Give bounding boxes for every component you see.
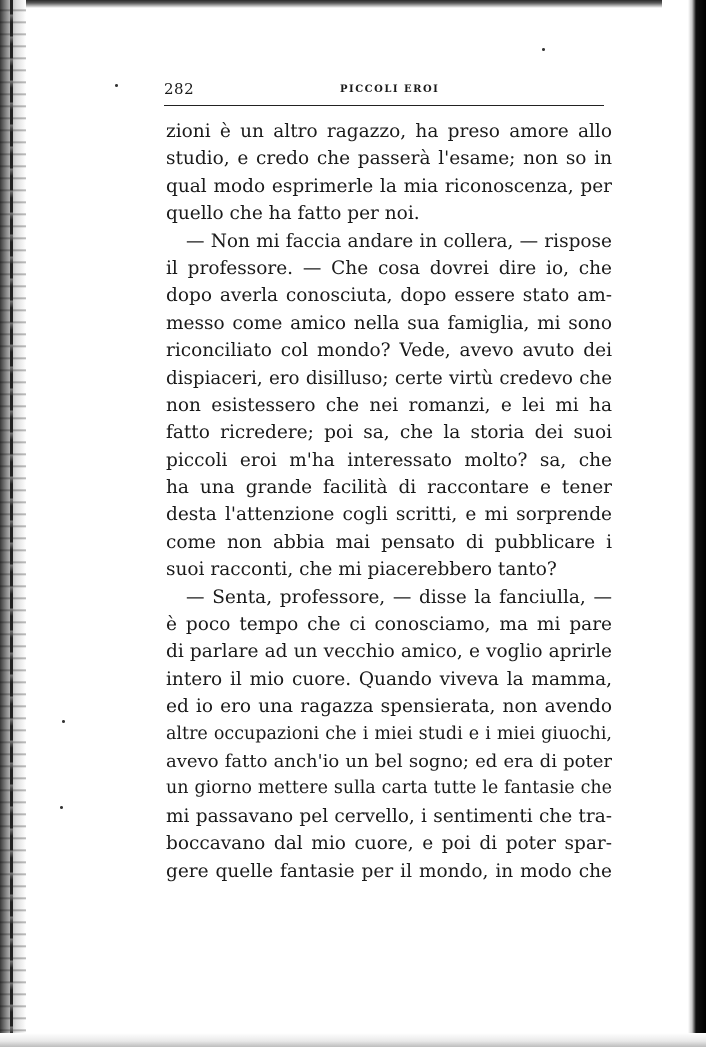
scan-edge-bottom [0,1033,706,1047]
text-line: quello che ha fatto per noi. [166,203,420,225]
text-line: mi passavano pel cervello, i sentimenti che tra- [166,805,612,827]
text-line: riconciliato col mondo? Vede, avevo avuto dei [166,340,612,362]
text-line: piccoli eroi m'ha interessato molto? sa, che [166,449,612,471]
text-line: è poco tempo che ci conosciamo, ma mi pare [166,614,612,636]
text-line: — Senta, professore, — disse la fanciulla, — [186,586,612,608]
header-rule [164,105,604,106]
body-text [166,118,612,885]
scan-edge-right [662,0,706,1047]
text-line: boccavano dal mio cuore, e poi di poter spar- [166,833,612,855]
page-number: 282 [164,80,195,98]
text-line: un giorno mettere sulla carta tutte le fantasie che [166,778,612,799]
text-line: zioni è un altro ragazzo, ha preso amore allo [166,121,612,142]
text-line: altre occupazioni che i miei studi e i miei giuochi, [166,723,612,744]
scan-edge-left [0,0,26,1047]
text-line: messo come amico nella sua famiglia, mi sono [166,312,612,334]
running-head: PICCOLI EROI [340,84,440,95]
text-line: ed io ero una ragazza spensierata, non avendo [166,696,612,718]
text-line: dispiaceri, ero disilluso; certe virtù credevo che [166,367,612,389]
page-header [164,80,606,102]
text-line: dopo averla conosciuta, dopo essere stato am- [166,285,612,307]
text-line: fatto ricredere; poi sa, che la storia dei suoi [166,422,612,444]
scan-speck [62,720,65,723]
text-line: suoi racconti, che mi piacerebbero tanto? [166,559,557,581]
scan-speck [60,806,63,809]
text-line: gere quelle fantasie per il mondo, in modo che [166,860,612,882]
text-line: avevo fatto anch'io un bel sogno; ed era di poter [166,750,612,772]
scan-binding-line [10,0,13,1047]
scan-speck [115,84,118,87]
text-line: studio, e credo che passerà l'esame; non so in [166,148,612,170]
scan-edge-top [0,0,706,8]
text-line: come non abbia mai pensato di pubblicare i [166,531,612,553]
text-line: intero il mio cuore. Quando viveva la mamma, [166,668,612,690]
scan-speck [542,48,545,51]
text-line: — Non mi faccia andare in collera, — rispose [186,230,612,252]
text-line: ha una grande facilità di raccontare e tener [166,477,612,499]
text-line: non esistessero che nei romanzi, e lei mi ha [166,394,612,416]
text-line: qual modo esprimerle la mia riconoscenza, per [166,175,612,197]
text-line: di parlare ad un vecchio amico, e voglio aprirle [166,641,612,663]
text-line: desta l'attenzione cogli scritti, e mi sorprende [166,504,612,526]
text-line: il professore. — Che cosa dovrei dire io, che [166,257,612,279]
